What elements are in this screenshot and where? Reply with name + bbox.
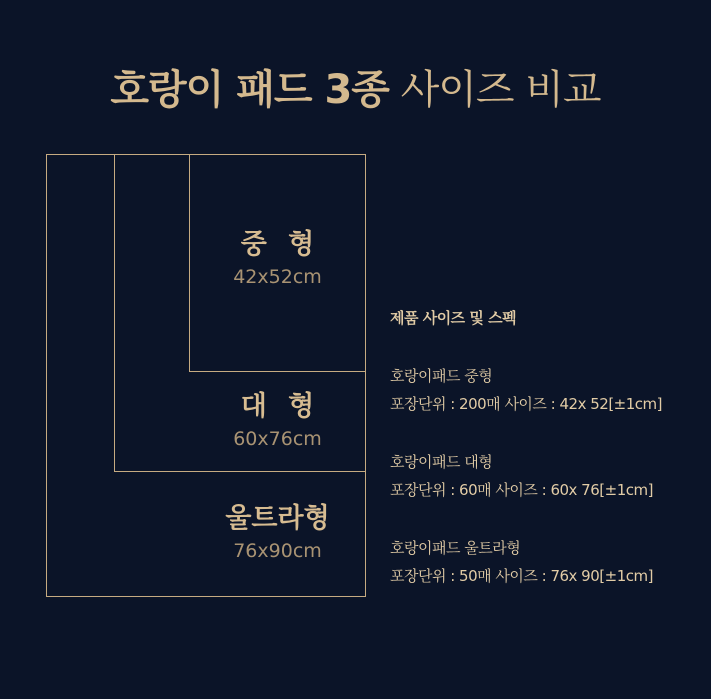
spec-item	[390, 362, 705, 418]
spec-heading: 제품 사이즈 및 스펙	[390, 309, 517, 327]
ultra-name: 울트라형	[225, 503, 330, 534]
spec-item	[390, 534, 705, 590]
spec-detail: 포장단위 : 200매 사이즈 : 42x 52[±1cm]	[390, 395, 662, 413]
label-large	[189, 390, 366, 452]
title-light: 사이즈 비교	[400, 67, 601, 113]
large-dims: 60x76cm	[233, 428, 322, 450]
spec-product: 호랑이패드 중형	[390, 367, 493, 385]
title-bold: 호랑이 패드 3종	[110, 67, 389, 113]
page-title	[0, 64, 711, 116]
spec-product: 호랑이패드 울트라형	[390, 539, 521, 557]
label-ultra	[189, 502, 366, 564]
spec-product: 호랑이패드 대형	[390, 453, 493, 471]
spec-item	[390, 448, 705, 504]
label-medium	[189, 228, 366, 290]
spec-detail: 포장단위 : 50매 사이즈 : 76x 90[±1cm]	[390, 567, 653, 585]
ultra-dims: 76x90cm	[233, 540, 322, 562]
spec-detail: 포장단위 : 60매 사이즈 : 60x 76[±1cm]	[390, 481, 653, 499]
spec-list	[390, 304, 705, 620]
large-name: 대 형	[240, 391, 321, 422]
medium-dims: 42x52cm	[233, 266, 322, 288]
medium-name: 중 형	[240, 229, 321, 260]
